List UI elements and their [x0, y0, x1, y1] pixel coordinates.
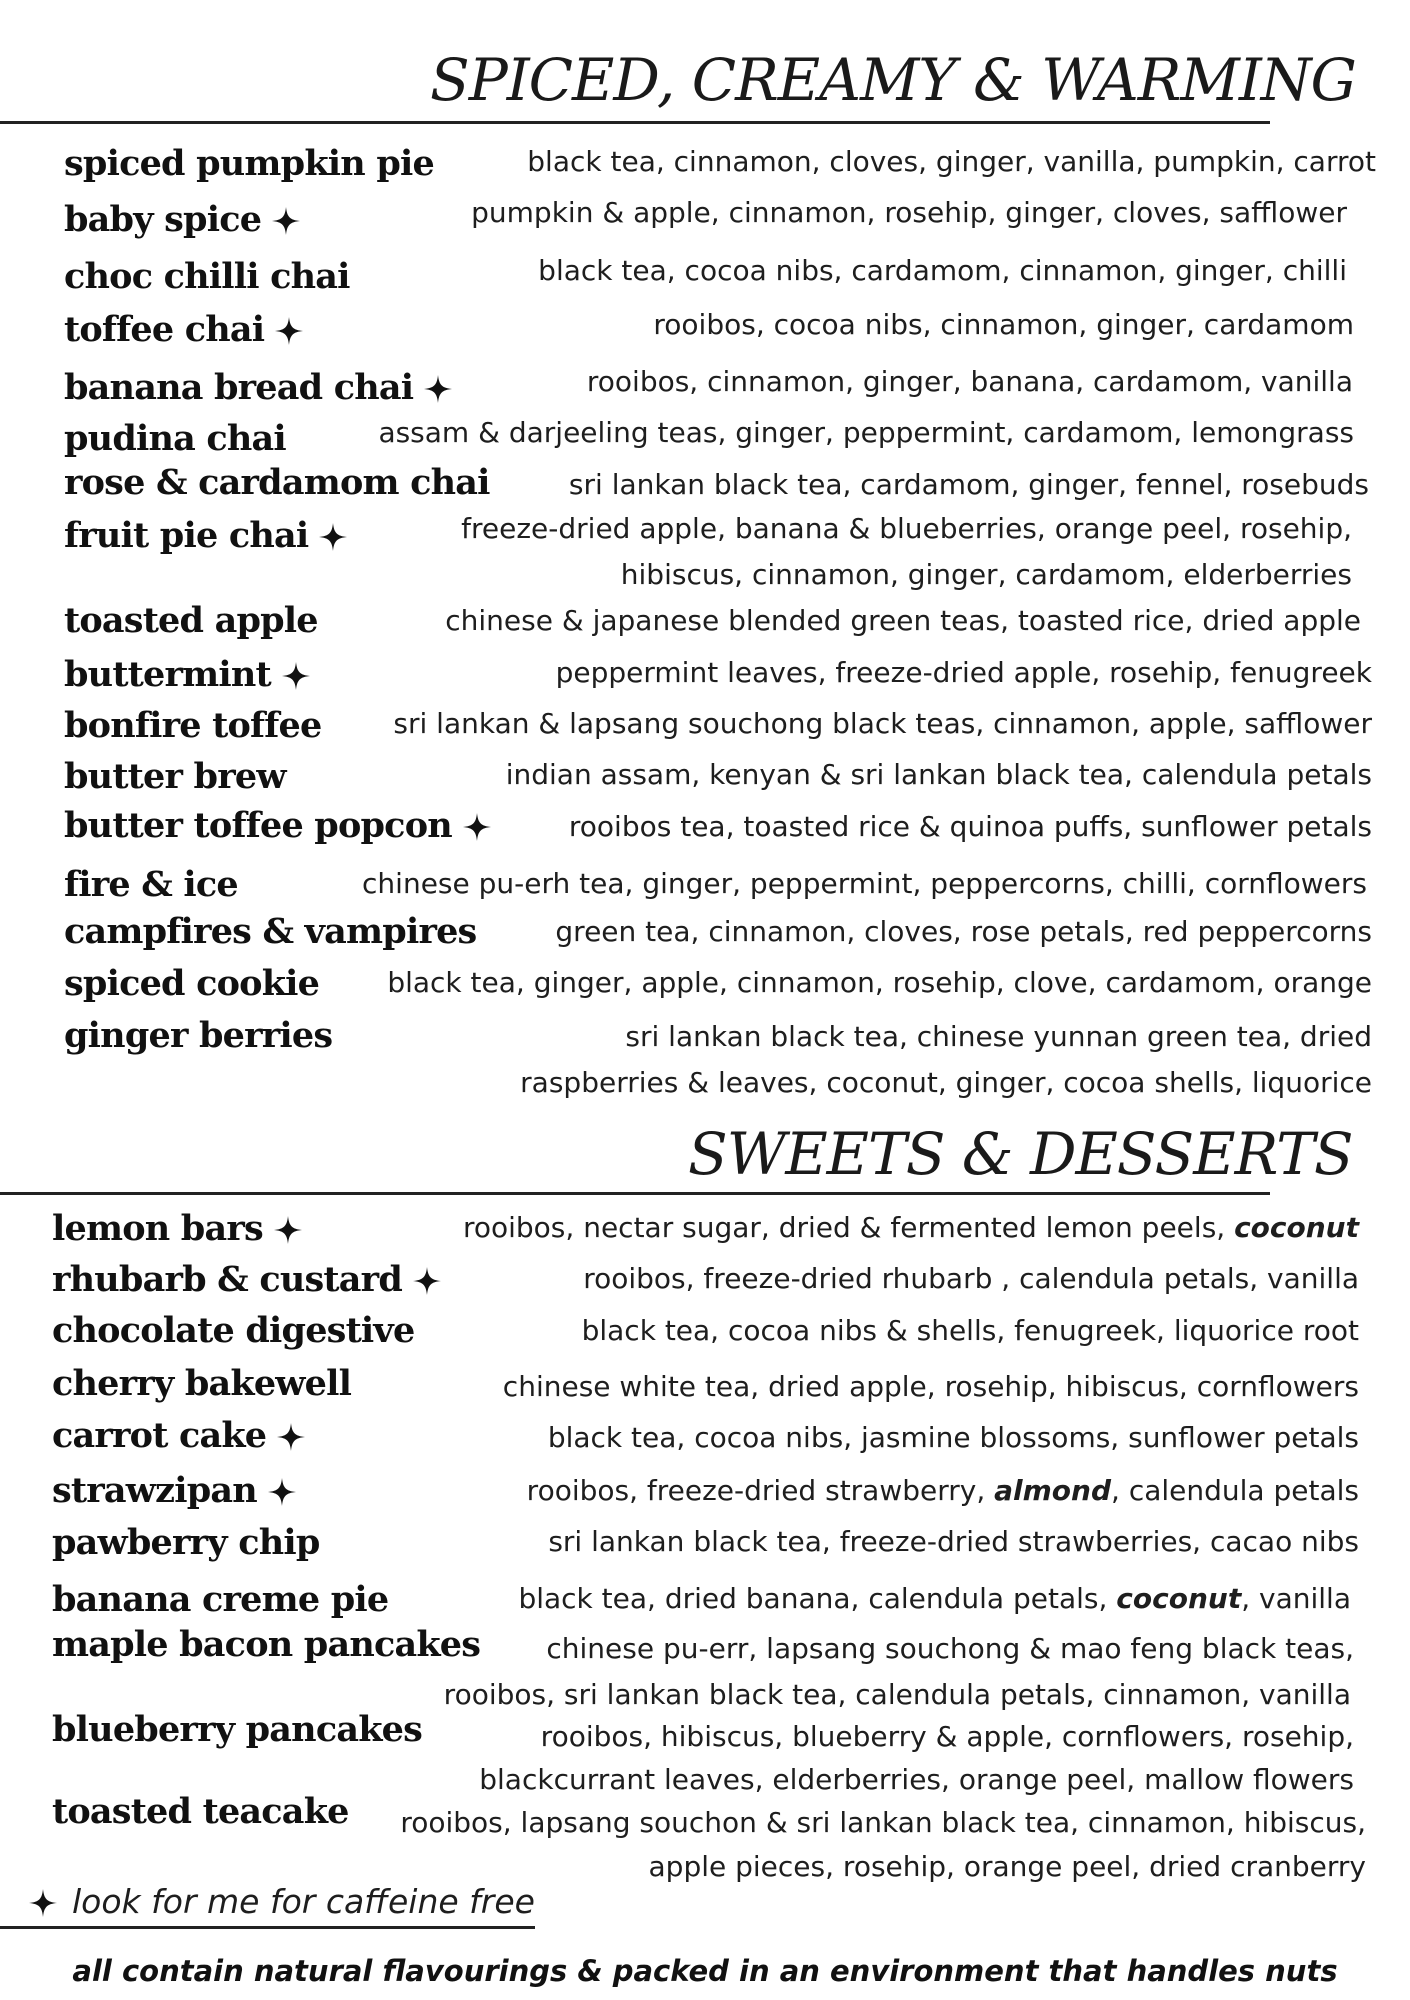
tea-name [64, 600, 318, 641]
tea-ingredients: chinese & japanese blended green teas, toasted rice, dried apple [445, 604, 1361, 637]
tea-ingredients: rooibos, cocoa nibs, cinnamon, ginger, cardamom [653, 308, 1354, 341]
caffeine-free-star-icon [423, 374, 453, 404]
tea-name-label: pawberry chip [52, 1522, 320, 1563]
tea-name-label: toasted teacake [52, 1791, 349, 1832]
tea-name-label: campfires & vampires [64, 911, 477, 952]
tea-ingredients: peppermint leaves, freeze-dried apple, rosehip, fenugreek [555, 656, 1372, 689]
tea-ingredients: raspberries & leaves, coconut, ginger, cocoa shells, liquorice [520, 1066, 1372, 1099]
tea-name-label: pudina chai [64, 418, 286, 459]
tea-name [52, 1415, 306, 1456]
tea-name-label: carrot cake [52, 1415, 267, 1456]
tea-ingredients: freeze-dried apple, banana & blueberries, orange peel, rosehip, [461, 512, 1352, 545]
tea-name [52, 1363, 352, 1404]
legend-text: look for me for caffeine free [72, 1882, 535, 1921]
tea-name-label: spiced cookie [64, 963, 320, 1004]
tea-name-label: chocolate digestive [52, 1310, 415, 1351]
tea-ingredients: blackcurrant leaves, elderberries, orange peel, mallow flowers [479, 1763, 1354, 1796]
tea-name [64, 143, 434, 184]
allergen-word: coconut [1234, 1211, 1359, 1244]
tea-ingredients: sri lankan black tea, cardamom, ginger, fennel, rosebuds [568, 468, 1369, 501]
tea-name [64, 963, 320, 1004]
tea-name [52, 1259, 442, 1300]
caffeine-free-legend [28, 1882, 535, 1921]
allergen-footnote: all contain natural flavourings & packed in an environment that handles nuts [72, 1954, 1338, 1988]
tea-name [64, 756, 286, 797]
tea-name-label: fruit pie chai [64, 515, 309, 556]
caffeine-free-star-icon [271, 206, 301, 236]
section-divider [0, 121, 1270, 124]
tea-name [64, 418, 286, 459]
tea-name-label: lemon bars [52, 1208, 263, 1249]
caffeine-free-star-icon [281, 661, 311, 691]
caffeine-free-star-icon [273, 1215, 303, 1245]
tea-name [52, 1624, 481, 1665]
tea-name-label: rose & cardamom chai [64, 462, 490, 503]
tea-name [64, 199, 301, 240]
tea-name-label: fire & ice [64, 864, 238, 905]
tea-name-label: banana bread chai [64, 367, 414, 408]
tea-name-label: blueberry pancakes [52, 1709, 423, 1750]
tea-name [52, 1791, 349, 1832]
tea-ingredients: assam & darjeeling teas, ginger, peppermint, cardamom, lemongrass [378, 416, 1354, 449]
tea-name-label: bonfire toffee [64, 705, 322, 746]
tea-name-label: baby spice [64, 199, 262, 240]
tea-name [64, 864, 238, 905]
tea-ingredients: rooibos, hibiscus, blueberry & apple, cornflowers, rosehip, [540, 1720, 1354, 1753]
tea-name [64, 1015, 333, 1056]
tea-ingredients: pumpkin & apple, cinnamon, rosehip, ginger, cloves, safflower [471, 196, 1347, 229]
legend-underline [0, 1926, 535, 1929]
tea-ingredients: hibiscus, cinnamon, ginger, cardamom, elderberries [620, 558, 1352, 591]
tea-ingredients: rooibos, sri lankan black tea, calendula petals, cinnamon, vanilla [443, 1678, 1351, 1711]
tea-ingredients: black tea, cinnamon, cloves, ginger, vanilla, pumpkin, carrot [527, 145, 1376, 178]
tea-ingredients: sri lankan black tea, chinese yunnan green tea, dried [625, 1020, 1372, 1053]
tea-ingredients: green tea, cinnamon, cloves, rose petals, red peppercorns [555, 915, 1372, 948]
allergen-word: coconut [1116, 1582, 1242, 1615]
tea-name [64, 911, 477, 952]
caffeine-free-star-icon [318, 522, 348, 552]
tea-name [64, 705, 322, 746]
tea-name [64, 654, 311, 695]
tea-name-label: toasted apple [64, 600, 318, 641]
tea-ingredients: sri lankan black tea, freeze-dried strawberries, cacao nibs [548, 1525, 1359, 1558]
tea-name-label: banana creme pie [52, 1579, 389, 1620]
tea-ingredients: chinese pu-err, lapsang souchong & mao feng black teas, [546, 1632, 1354, 1665]
tea-name-label: toffee chai [64, 309, 265, 350]
caffeine-free-star-icon [412, 1266, 442, 1296]
caffeine-free-star-icon [276, 1422, 306, 1452]
section-title-sweets: SWEETS & DESSERTS [688, 1120, 1353, 1188]
tea-name-label: buttermint [64, 654, 271, 695]
tea-name-label: choc chilli chai [64, 256, 350, 297]
tea-name-label: ginger berries [64, 1015, 333, 1056]
tea-ingredients: chinese pu-erh tea, ginger, peppermint, peppercorns, chilli, cornflowers [362, 867, 1367, 900]
caffeine-free-star-icon [274, 316, 304, 346]
tea-name [52, 1579, 389, 1620]
tea-ingredients: rooibos, lapsang souchon & sri lankan black tea, cinnamon, hibiscus, [400, 1806, 1366, 1839]
caffeine-free-star-icon [267, 1477, 297, 1507]
tea-name [64, 462, 490, 503]
tea-ingredients: rooibos, freeze-dried rhubarb , calendula petals, vanilla [583, 1262, 1359, 1295]
tea-ingredients: rooibos tea, toasted rice & quinoa puffs, sunflower petals [568, 810, 1372, 843]
tea-ingredients: rooibos, freeze-dried strawberry, almond, calendula petals [526, 1474, 1359, 1507]
tea-ingredients: black tea, dried banana, calendula petals, coconut, vanilla [518, 1582, 1351, 1615]
tea-ingredients: indian assam, kenyan & sri lankan black tea, calendula petals [505, 758, 1372, 791]
tea-name-label: maple bacon pancakes [52, 1624, 481, 1665]
tea-name-label: butter brew [64, 756, 286, 797]
tea-name [64, 515, 348, 556]
tea-name-label: butter toffee popcon [64, 805, 452, 846]
tea-name [52, 1208, 303, 1249]
tea-ingredients: chinese white tea, dried apple, rosehip, hibiscus, cornflowers [502, 1370, 1359, 1403]
tea-name-label: cherry bakewell [52, 1363, 352, 1404]
tea-name [64, 805, 492, 846]
tea-name-label: rhubarb & custard [52, 1259, 402, 1300]
tea-name [52, 1310, 415, 1351]
tea-ingredients: apple pieces, rosehip, orange peel, dried cranberry [648, 1850, 1366, 1883]
tea-name [64, 256, 350, 297]
tea-name-label: strawzipan [52, 1470, 257, 1511]
tea-ingredients: black tea, cocoa nibs, cardamom, cinnamon, ginger, chilli [538, 254, 1347, 287]
tea-name-label: spiced pumpkin pie [64, 143, 434, 184]
section-title-spiced: SPICED, CREAMY & WARMING [430, 46, 1356, 114]
tea-ingredients: black tea, ginger, apple, cinnamon, rosehip, clove, cardamom, orange [387, 966, 1372, 999]
four-point-star-icon [28, 1888, 58, 1918]
tea-name [64, 367, 453, 408]
tea-name [64, 309, 304, 350]
tea-name [52, 1470, 297, 1511]
tea-ingredients: sri lankan & lapsang souchong black teas, cinnamon, apple, safflower [393, 707, 1372, 740]
tea-ingredients: rooibos, nectar sugar, dried & fermented lemon peels, coconut [462, 1211, 1359, 1244]
caffeine-free-star-icon [462, 812, 492, 842]
tea-name [52, 1709, 423, 1750]
allergen-word: almond [994, 1474, 1112, 1507]
tea-ingredients: black tea, cocoa nibs, jasmine blossoms, sunflower petals [547, 1421, 1359, 1454]
tea-name [52, 1522, 320, 1563]
tea-ingredients: rooibos, cinnamon, ginger, banana, cardamom, vanilla [586, 365, 1353, 398]
tea-ingredients: black tea, cocoa nibs & shells, fenugreek, liquorice root [581, 1314, 1359, 1347]
section-divider [0, 1192, 1270, 1195]
